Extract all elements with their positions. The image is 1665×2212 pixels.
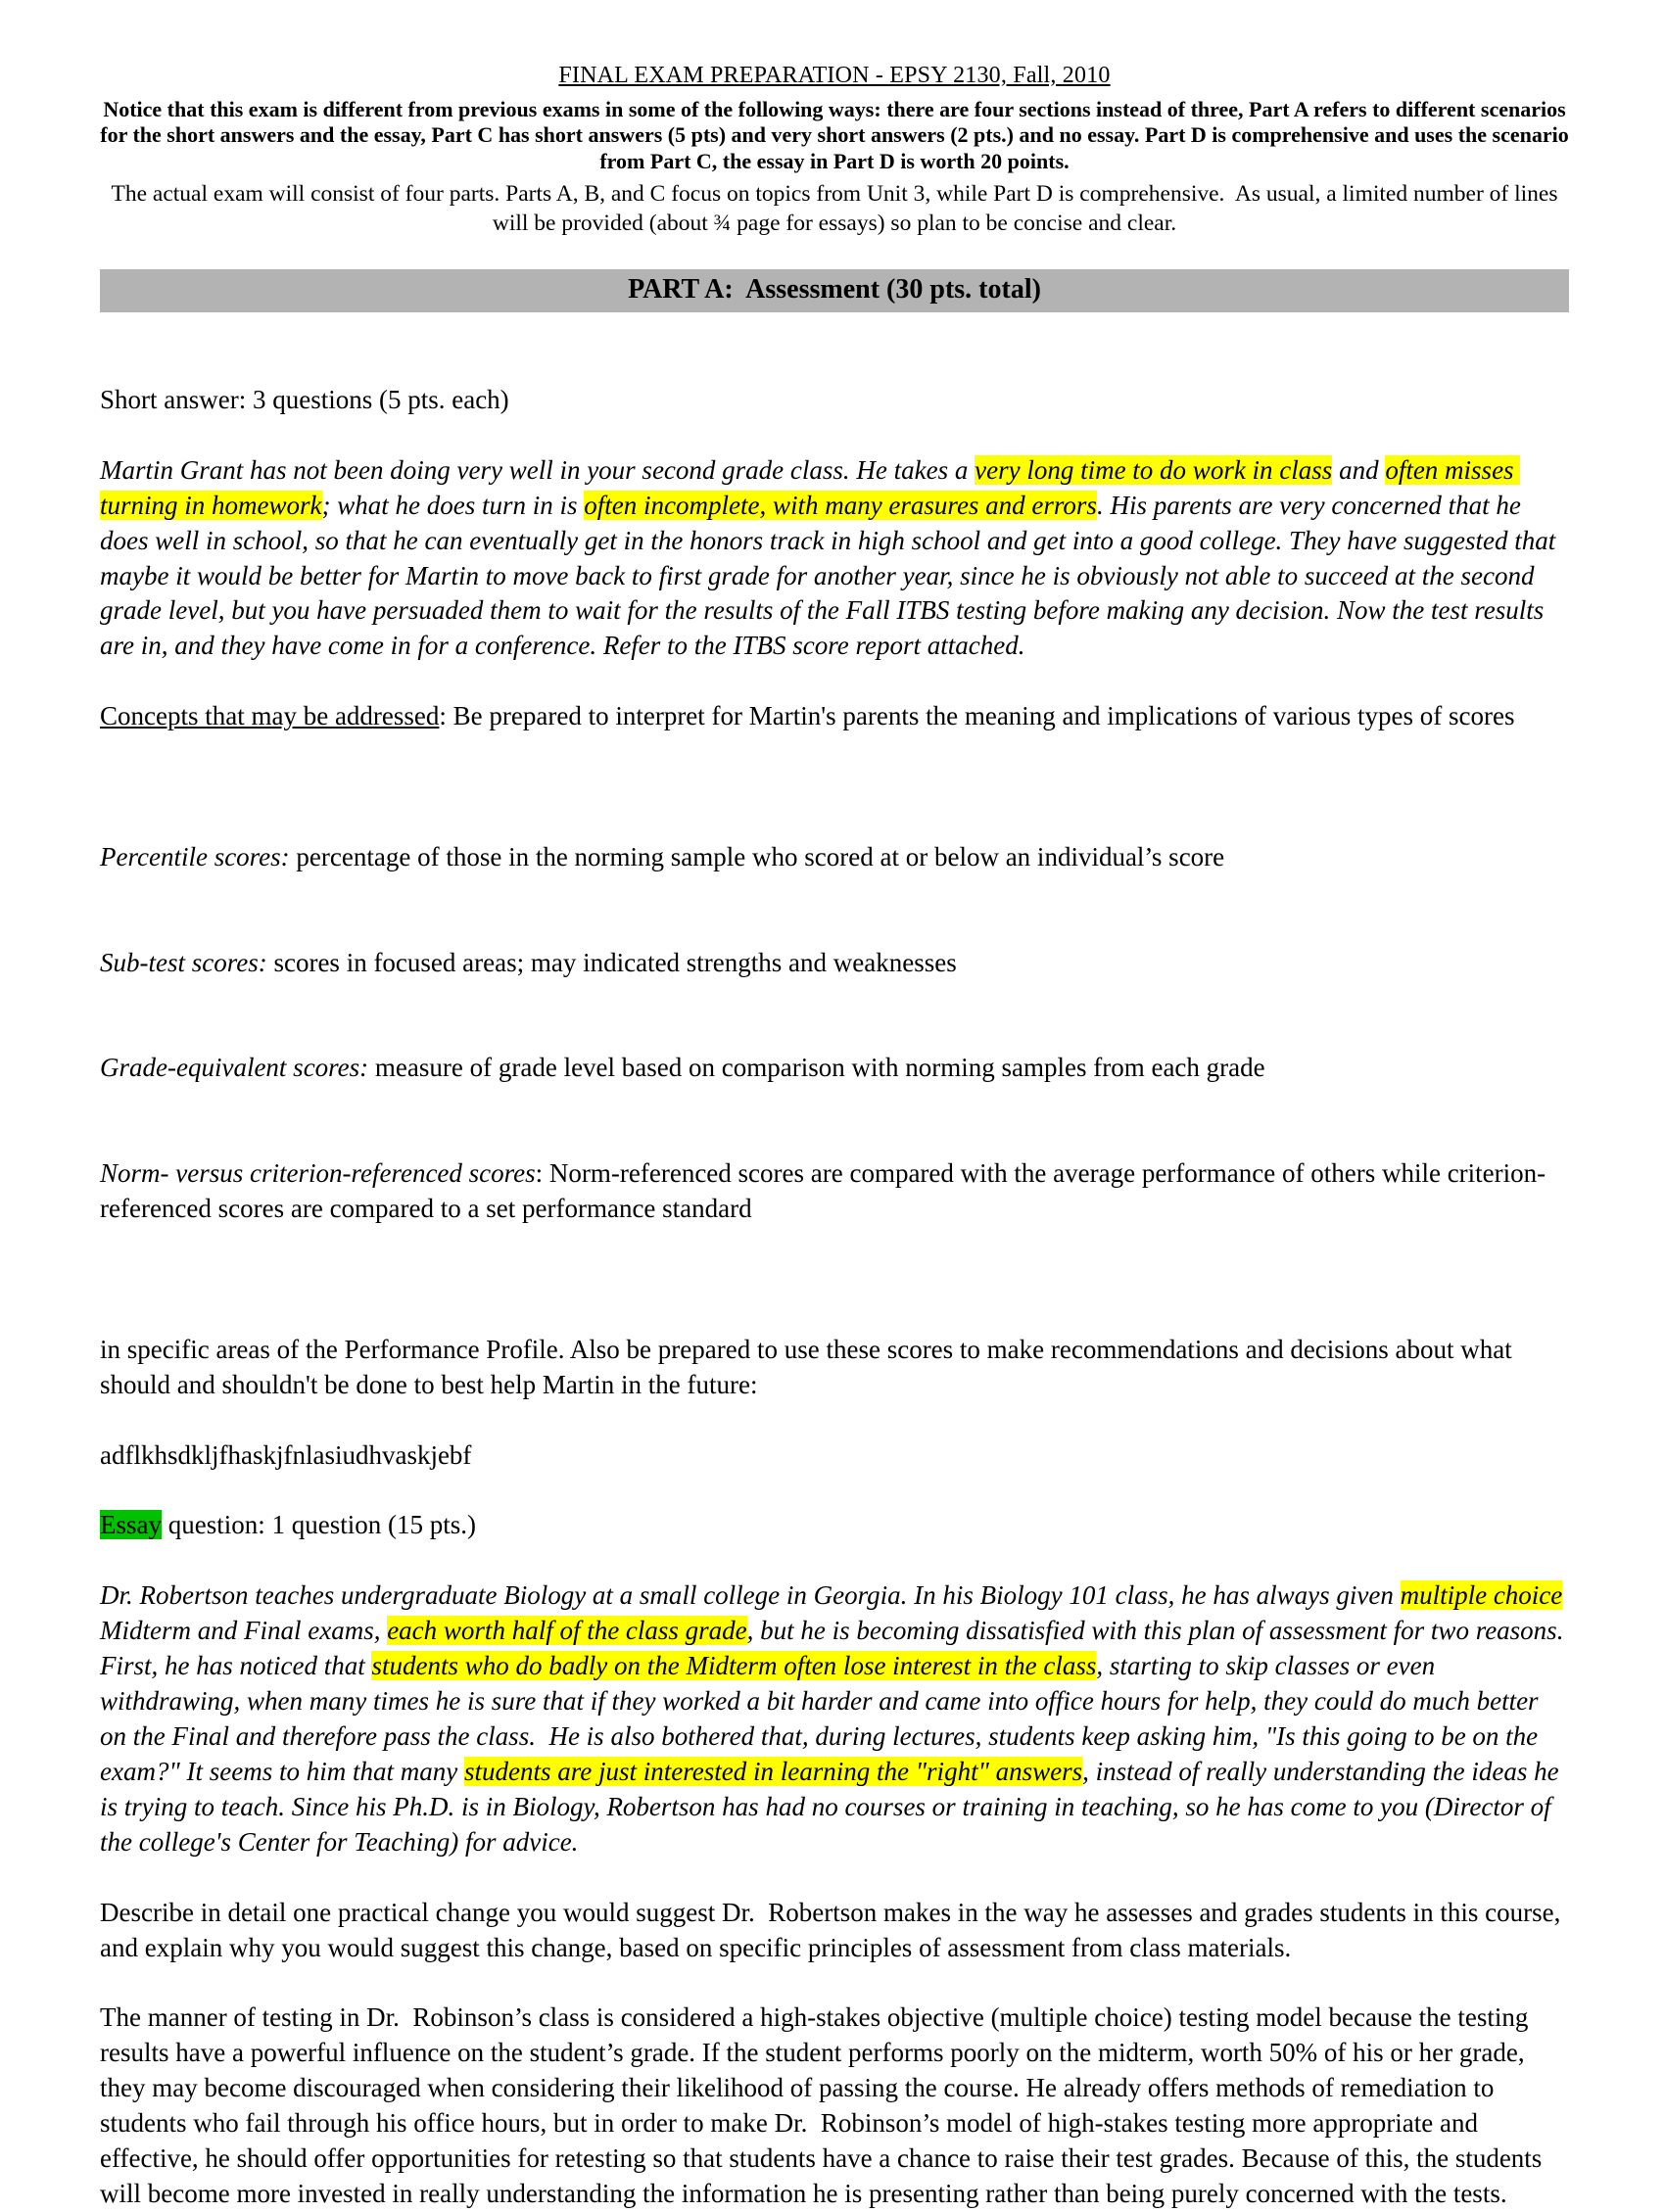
exam-notice: Notice that this exam is different from previous exams in some of the following ways: there are four sections instead of three, Part A refers to different scenarios for the short answers and the essay, Part C has short answers (5 pts) and very short answers (2 pts.) and no essay. Part D is comprehensive and uses the scenario from Part C, the essay in Part D is worth 20 points. xyxy=(100,97,1575,173)
text-segment: , instead of really understanding the ideas he is trying to teach. Since his Ph.D. is in Biology, Robertson has had no courses or training in teaching, so he has come to you (Director of the college's Center for Teaching) for advice. xyxy=(100,1756,1566,1857)
doc-title: FINAL EXAM PREPARATION - EPSY 2130, Fall, 2010 xyxy=(558,63,1111,88)
doc-header xyxy=(100,63,1575,238)
essay-prompt: Describe in detail one practical change you would suggest Dr. Robertson makes in the way he assesses and grades students in this course, and explain why you would suggest this change, based on specific principles of assessment from class materials. xyxy=(100,1897,1568,1962)
highlighted-text: multiple choice xyxy=(1400,1580,1563,1611)
performance-profile-note: in specific areas of the Performance Profile. Also be prepared to use these scores to make recommendations and decisions about what should and shouldn't be done to best help Martin in the future: xyxy=(100,1334,1519,1399)
text-segment: question: 1 question (15 pts.) xyxy=(162,1510,476,1540)
text-segment: , but he is becoming dissatisfied with this plan of assessment for two reasons. First, he has noticed that xyxy=(100,1616,1577,1681)
text-segment: Percentile scores: xyxy=(100,841,290,871)
score-def-grade-equivalent xyxy=(100,1051,1569,1086)
text-segment: Dr. Robertson teaches undergraduate Biology at a small college in Georgia. In his Biology 101 class, he has always given xyxy=(100,1580,1401,1611)
placeholder-gibberish: adflkhsdkljfhaskjfnlasiudhvaskjebf xyxy=(100,1439,472,1470)
essay-heading xyxy=(100,1508,1569,1543)
part-a-body xyxy=(100,383,1577,2212)
text-segment: . His parents are very concerned that he does well in school, so that he can eventually get in the honors track in high school and get into a good college. They have suggested that maybe it would be better for Martin to move back to first grade for another year, since he is obviously not able to succeed at the second grade level, but you have persuaded them to wait for the results of the Fall ITBS testing before making any decision. Now the test results are in, and they have come in for a conference. Refer to the ITBS score report attached. xyxy=(100,490,1562,661)
text-segment: Norm- versus criterion-referenced scores xyxy=(100,1158,536,1189)
highlighted-text: often incomplete, with many erasures and errors xyxy=(584,490,1097,520)
score-def-norm-criterion xyxy=(100,1156,1569,1227)
concepts-heading xyxy=(100,699,1569,734)
score-definitions xyxy=(100,770,1569,1297)
text-segment: measure of grade level based on comparison with norming samples from each grade xyxy=(368,1053,1265,1083)
essay-answer: The manner of testing in Dr. Robinson’s class is considered a high-stakes objective (multiple choice) testing model because the testing results have a powerful influence on the student’s grade. If the student performs poorly on the midterm, worth 50% of his or her grade, they may become discouraged when considering their likelihood of passing the course. He already offers methods of remediation to students who fail through his office hours, but in order to make Dr. Robinson’s model of high-stakes testing more appropriate and effective, he should offer opportunities for retesting so that students have a chance to raise their test grades. Because of this, the students will become more invested in really understanding the information he is presenting rather than being purely concerned with the tests. xyxy=(100,2002,1549,2208)
text-segment: Concepts that may be addressed xyxy=(100,701,440,731)
text-segment: and xyxy=(1332,454,1386,485)
highlighted-text: Essay xyxy=(100,1510,162,1540)
highlighted-text: students are just interested in learning the "right" answers xyxy=(464,1756,1083,1786)
score-def-subtest xyxy=(100,946,1569,981)
exam-overview: The actual exam will consist of four parts. Parts A, B, and C focus on topics from Unit 3, while Part D is comprehensive. As usual, a limited number of lines will be provided (about ¾ page for essays) so plan to be concise and clear. xyxy=(111,181,1564,236)
robertson-scenario-paragraph xyxy=(100,1578,1577,1859)
martin-scenario-paragraph xyxy=(100,453,1569,664)
text-segment: scores in focused areas; may indicated strengths and weaknesses xyxy=(266,947,957,977)
text-segment: Midterm and Final exams, xyxy=(100,1580,1570,1646)
text-segment: Sub-test scores: xyxy=(100,947,267,977)
short-answer-heading: Short answer: 3 questions (5 pts. each) xyxy=(100,384,509,414)
text-segment: ; what he does turn in is xyxy=(321,490,585,520)
text-segment: : Be prepared to interpret for Martin's parents the meaning and implications of various types of scores xyxy=(439,701,1515,731)
text-segment: Martin Grant has not been doing very well in your second grade class. He takes a xyxy=(100,454,975,485)
text-segment: , starting to skip classes or even withdrawing, when many times he is sure that if they worked a bit harder and came into office hours for help, they could do much better on the Final and therefore pass the class. He is also bothered that, during lectures, students keep asking him, "Is this going to be on the exam?" It seems to him that many xyxy=(100,1651,1546,1786)
highlighted-text: students who do badly on the Midterm often lose interest in the class xyxy=(371,1651,1097,1681)
highlighted-text: often misses turning in homework xyxy=(100,454,1521,520)
text-segment: : Norm-referenced scores are compared with the average performance of others while criterion-referenced scores are compared to a set performance standard xyxy=(100,1158,1546,1224)
text-segment: Grade-equivalent scores: xyxy=(100,1053,369,1083)
highlighted-text: very long time to do work in class xyxy=(975,454,1333,485)
score-def-percentile xyxy=(100,840,1569,875)
highlighted-text: each worth half of the class grade xyxy=(387,1616,747,1646)
text-segment: percentage of those in the norming sample who scored at or below an individual’s score xyxy=(289,841,1225,871)
part-a-banner: PART A: Assessment (30 pts. total) xyxy=(100,269,1569,312)
